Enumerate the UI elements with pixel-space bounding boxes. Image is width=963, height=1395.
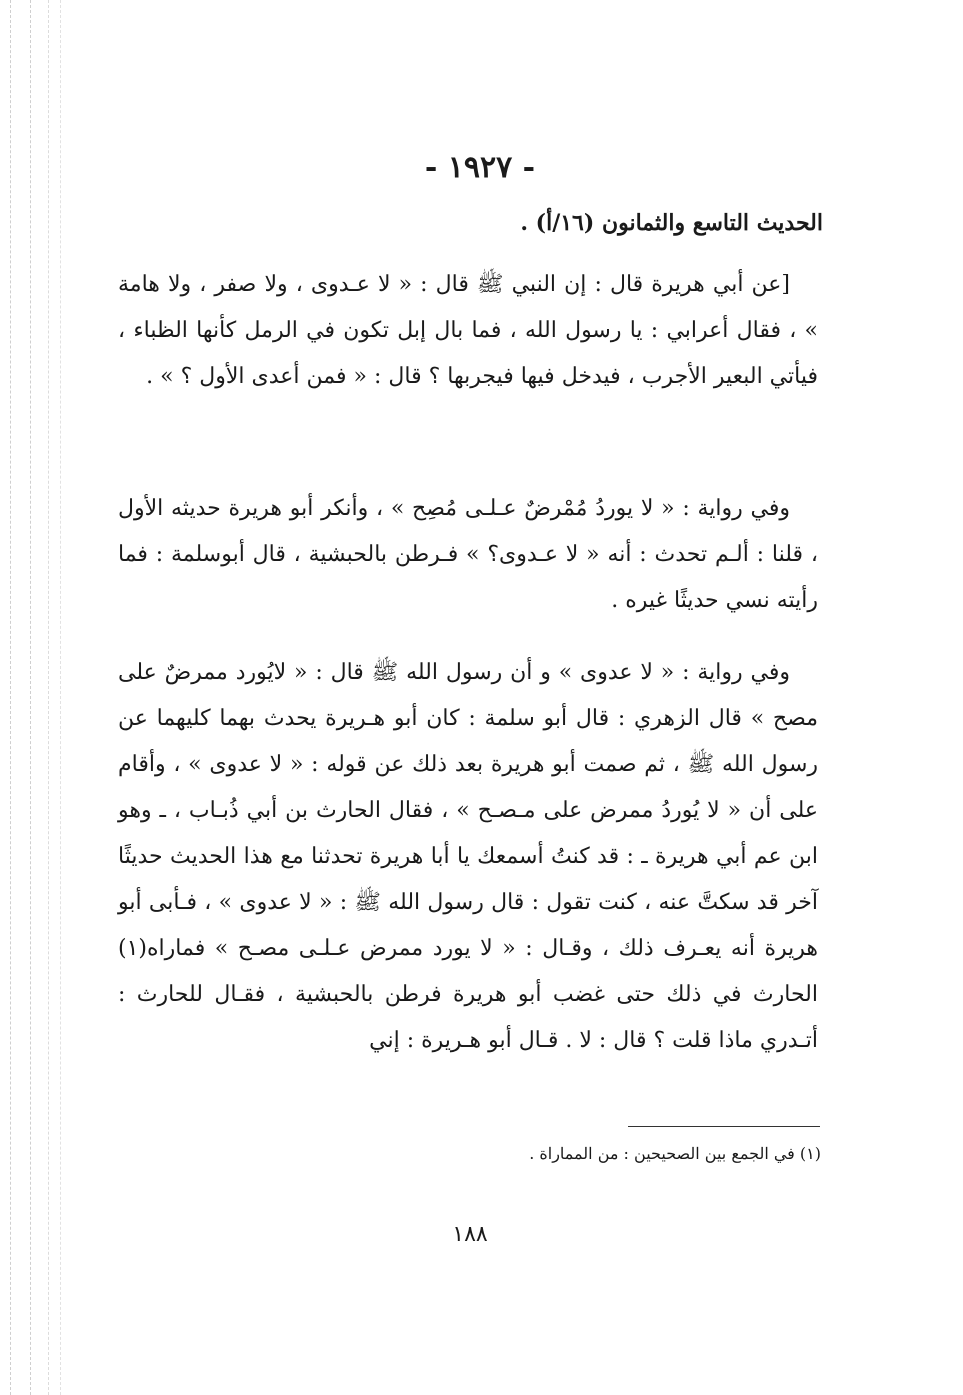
paragraph-main-narration (118, 262, 818, 400)
footnote-divider (628, 1126, 820, 1127)
scan-guide-line (48, 0, 49, 1395)
paragraph-text: وفي رواية : « لا يوردُ مُمْرضٌ عـلـى مُصِح » ، وأنكر أبو هريرة حديثه الأول ، قلنا : ألـم تحدث : أنه « لا عـدوى؟ » فـرطن بالحبشية ، قال أبوسلمة : فما رأيته نسي حديثًا غيره . (118, 496, 818, 613)
paragraph-text: وفي رواية : « لا عدوى » و أن رسول الله ﷺ قال : « لايُورد ممرضٌ على مصح » قال الزهري : قال أبو سلمة : كان أبو هـريرة يحدث بهما كليهما عن رسول الله ﷺ ، ثم صمت أبو هريرة بعد ذلك عن قوله : « لا عدوى » ، وأقام على أن « لا يُوردُ ممرض على مـصـح » ، فقال الحارث بن أبي ذُبـاب ، ـ وهو ابن عم أبي هريرة ـ : قد كنتُ أسمعك يا أبا هريرة تحدثنا مع هذا الحديث حديثًا آخر قد سكتَّ عنه ، كنت تقول : قال رسول الله ﷺ : « لا عدوى » ، فـأبى أبو هريرة أنه يعـرف ذلك ، وقـال : « لا يورد ممرض عـلـى مصـح » فماراه(١) الحارث في ذلك حتى غضب أبو هريرة فرطن بالحبشية ، فقـال للحارث : أتـدري ماذا قلت ؟ قال : لا . قـال أبو هـريرة : إني (118, 660, 818, 1053)
footnote: (١) في الجمع بين الصحيحين : من المماراة . (529, 1144, 821, 1163)
scan-guide-line (60, 0, 61, 1395)
page-number: ١٨٨ (452, 1222, 488, 1247)
hadith-title: الحديث التاسع والثمانون (١٦/أ) . (520, 210, 823, 236)
scan-guide-line (10, 0, 11, 1395)
scan-guide-line (30, 0, 31, 1395)
hadith-number: - ١٩٢٧ - (424, 150, 536, 185)
paragraph-second-narration (118, 486, 818, 624)
paragraph-text: [عن أبي هريرة قال : إن النبي ﷺ قال : « لا عـدوى ، ولا صفر ، ولا هامة » ، فقال أعرابي : يا رسول الله ، فما بال إبل تكون في الرمل كأنها الظباء ، فيأتي البعير الأجرب ، فيدخل فيها فيجربها ؟ قال : « فمن أعدى الأول ؟ » . (118, 272, 818, 389)
paragraph-third-narration (118, 650, 818, 1064)
